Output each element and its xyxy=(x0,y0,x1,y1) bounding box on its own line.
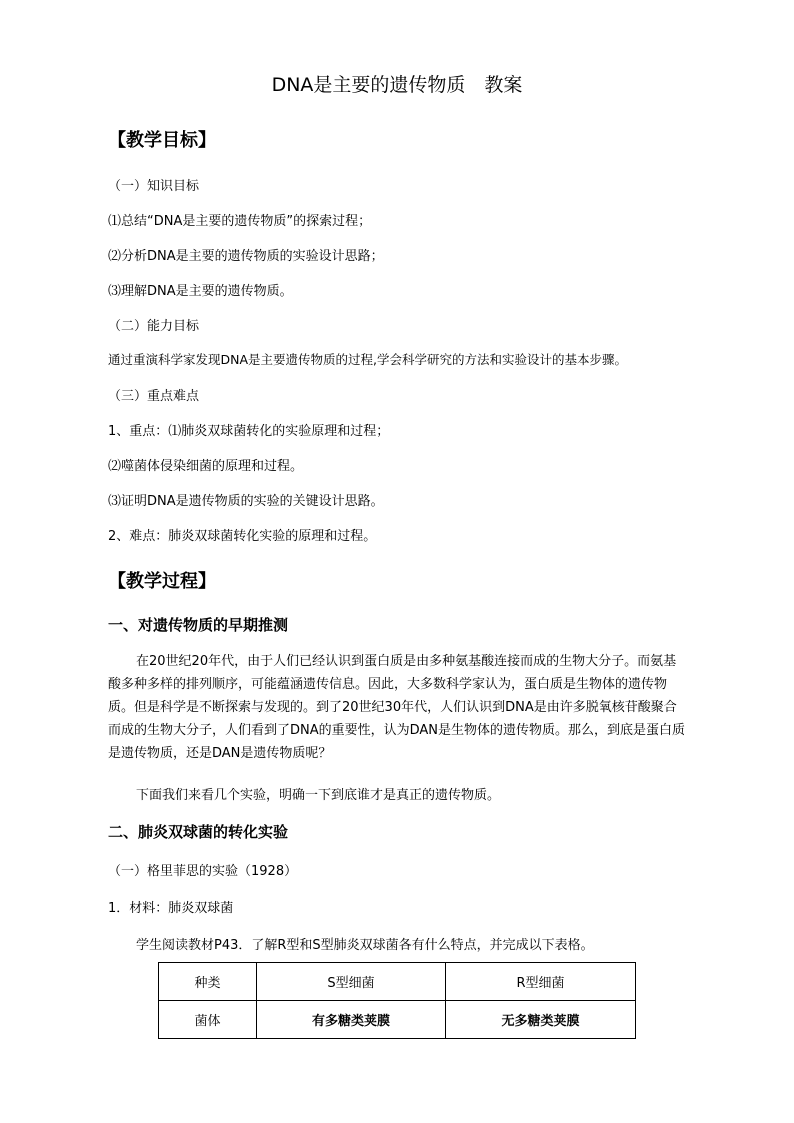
key-heading: （三）重点难点 xyxy=(108,389,200,404)
knowledge-heading: （一）知识目标 xyxy=(108,179,200,194)
section1-paragraph-2: 下面我们来看几个实验，明确一下到底谁才是真正的遗传物质。 xyxy=(136,788,501,803)
table-row xyxy=(159,1001,636,1039)
knowledge-item-2: ⑵分析DNA是主要的遗传物质的实验设计思路； xyxy=(108,249,384,264)
table-cell: 有多糖类荚膜 xyxy=(257,1001,446,1039)
table-cell: 无多糖类荚膜 xyxy=(446,1001,636,1039)
page-title: DNA是主要的遗传物质 教案 xyxy=(271,74,523,96)
table-cell: S型细菌 xyxy=(257,963,446,1001)
table-row xyxy=(159,963,636,1001)
ability-text: 通过重演科学家发现DNA是主要遗传物质的过程,学会科学研究的方法和实验设计的基本步骤。 xyxy=(108,352,628,367)
key-item-3: ⑶证明DNA是遗传物质的实验的关键设计思路。 xyxy=(108,494,384,509)
process-heading: 【教学过程】 xyxy=(108,571,216,592)
material-line: 1．材料：肺炎双球菌 xyxy=(108,901,234,916)
key-item-2: ⑵噬菌体侵染细菌的原理和过程。 xyxy=(108,459,304,474)
section1-heading: 一、对遗传物质的早期推测 xyxy=(108,616,289,634)
bacteria-comparison-table xyxy=(158,962,636,1039)
griffith-subheading: （一）格里菲思的实验（1928） xyxy=(108,864,298,879)
key-item-1: 1、重点：⑴肺炎双球菌转化的实验原理和过程； xyxy=(108,424,390,439)
section2-heading: 二、肺炎双球菌的转化实验 xyxy=(108,823,289,841)
key-item-4: 2、难点：肺炎双球菌转化实验的原理和过程。 xyxy=(108,529,377,544)
objectives-heading: 【教学目标】 xyxy=(108,130,216,151)
section1-paragraph-1: 在20世纪20年代，由于人们已经认识到蛋白质是由多种氨基酸连接而成的生物大分子。而氨基酸多种多样的排列顺序，可能蕴涵遗传信息。因此，大多数科学家认为，蛋白质是生物体的遗传物质。但是科学是不断探索与发现的。到了20世纪30年代，人们认识到DNA是由许多脱氧核苷酸聚合而成的生物大分子，人们看到了DNA的重要性，认为DAN是生物体的遗传物质。那么，到底是蛋白质是遗传物质，还是DAN是遗传物质呢？ xyxy=(108,654,686,761)
knowledge-item-1: ⑴总结“DNA是主要的遗传物质”的探索过程； xyxy=(108,214,372,229)
knowledge-item-3: ⑶理解DNA是主要的遗传物质。 xyxy=(108,284,293,299)
table-cell: R型细菌 xyxy=(446,963,636,1001)
table-cell: 种类 xyxy=(159,963,257,1001)
ability-heading: （二）能力目标 xyxy=(108,319,200,334)
table-cell: 菌体 xyxy=(159,1001,257,1039)
reading-instruction: 学生阅读教材P43．了解R型和S型肺炎双球菌各有什么特点，并完成以下表格。 xyxy=(136,938,594,953)
